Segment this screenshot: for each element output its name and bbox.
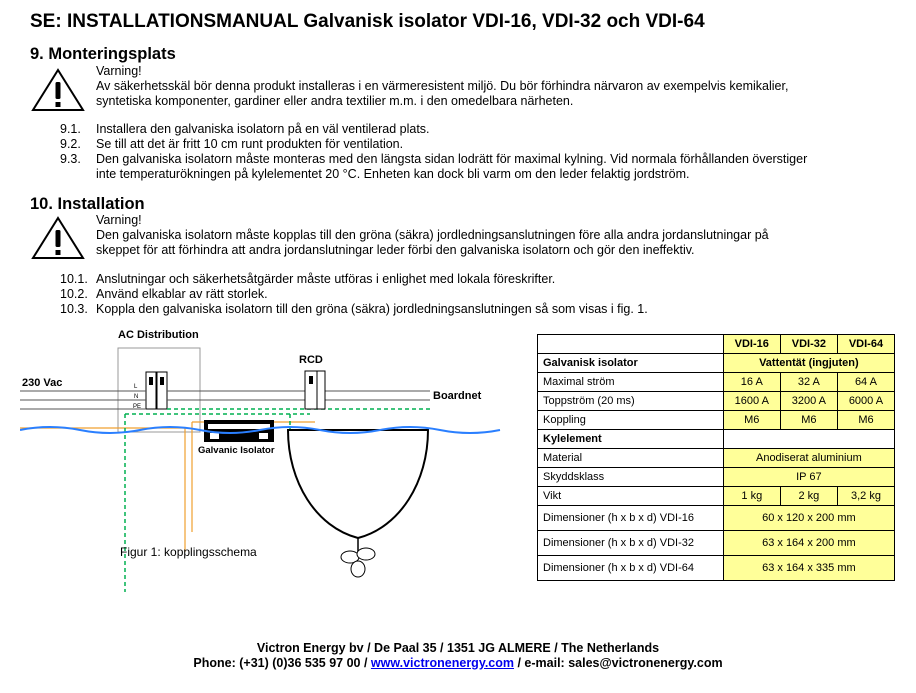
table-cell: 63 x 164 x 335 mm <box>723 556 894 581</box>
warning-label-9: Varning! <box>96 64 142 78</box>
item-number: 10.3. <box>60 302 88 316</box>
table-cell: 1 kg <box>723 487 780 506</box>
table-cell: 64 A <box>837 373 894 392</box>
svg-text:N: N <box>134 394 139 400</box>
table-corner <box>538 335 724 354</box>
wiring-diagram <box>20 322 530 592</box>
table-cell: 60 x 120 x 200 mm <box>723 506 894 531</box>
table-cell: 32 A <box>780 373 837 392</box>
item-number: 9.1. <box>60 122 81 136</box>
warning-line-9-1: Av säkerhetsskäl bör denna produkt installeras i en värmeresistent miljö. Du bör förhindra närvaron av exempelvis kemikalier, <box>96 79 789 93</box>
table-row-label: Maximal ström <box>538 373 724 392</box>
table-cell: M6 <box>837 411 894 430</box>
item-number: 10.1. <box>60 272 88 286</box>
table-cell: Anodiserat aluminium <box>723 449 894 468</box>
footer-website-link[interactable]: www.victronenergy.com <box>370 656 515 670</box>
list-item: Den galvaniska isolatorn måste monteras med den längsta sidan lodrätt för maximal kylning. Vid normala förhållanden överstiger <box>96 152 808 166</box>
table-cell: Vattentät (ingjuten) <box>723 354 894 373</box>
list-item: Se till att det är fritt 10 cm runt produkten för ventilation. <box>96 137 404 151</box>
rcd-label: RCD <box>299 354 323 366</box>
model-header: VDI-32 <box>780 335 837 354</box>
list-item: Installera den galvaniska isolatorn på en väl ventilerad plats. <box>96 122 430 136</box>
spec-table <box>537 334 895 581</box>
table-row-label: Dimensioner (h x b x d) VDI-16 <box>538 506 724 531</box>
warning-line-9-2: syntetiska komponenter, gardiner eller andra textilier m.m. i den omedelbara närheten. <box>96 94 574 108</box>
table-cell: 3,2 kg <box>837 487 894 506</box>
table-row-label: Material <box>538 449 724 468</box>
table-row-label: Vikt <box>538 487 724 506</box>
footer-address: Victron Energy bv / De Paal 35 / 1351 JG ALMERE / The Netherlands <box>256 641 660 655</box>
table-cell: 2 kg <box>780 487 837 506</box>
table-cell: 3200 A <box>780 392 837 411</box>
vac-label: 230 Vac <box>22 377 63 389</box>
table-cell: IP 67 <box>723 468 894 487</box>
table-cell: 1600 A <box>723 392 780 411</box>
svg-text:PE: PE <box>133 404 142 410</box>
item-number: 9.3. <box>60 152 81 166</box>
footer-contact <box>0 656 916 670</box>
table-row-label: Galvanisk isolator <box>538 354 724 373</box>
page-title: SE: INSTALLATIONSMANUAL Galvanisk isolator VDI-16, VDI-32 och VDI-64 <box>30 11 705 32</box>
model-header: VDI-16 <box>723 335 780 354</box>
table-row-label: Skyddsklass <box>538 468 724 487</box>
ac-distribution-label: AC Distribution <box>118 329 199 341</box>
warning-line-10-1: Den galvaniska isolatorn måste kopplas till den gröna (säkra) jordledningsanslutningen före alla andra jordanslutningar på <box>96 228 769 242</box>
galvanic-isolator-label: Galvanic Isolator <box>198 445 275 456</box>
table-row-label: Toppström (20 ms) <box>538 392 724 411</box>
table-cell: M6 <box>723 411 780 430</box>
section-9-heading: 9. Monteringsplats <box>30 45 176 63</box>
list-item: inte temperaturökningen på kylelementet 20 °C. Enheten kan dock bli varm om den leder felaktig jordström. <box>96 167 690 181</box>
list-item: Anslutningar och säkerhetsåtgärder måste utföras i enlighet med lokala föreskrifter. <box>96 272 556 286</box>
table-cell: 16 A <box>723 373 780 392</box>
rcd-right <box>317 371 325 409</box>
figure-caption: Figur 1: kopplingsschema <box>120 545 257 559</box>
list-item: Använd elkablar av rätt storlek. <box>96 287 268 301</box>
svg-text:L: L <box>134 384 138 390</box>
footer-phone: Phone: (+31) (0)36 535 97 00 / <box>193 656 371 670</box>
table-row-label: Dimensioner (h x b x d) VDI-32 <box>538 531 724 556</box>
footer-email: / e-mail: sales@victronenergy.com <box>514 656 723 670</box>
boardnet-label: Boardnet <box>433 390 482 402</box>
warning-triangle-icon <box>30 67 86 113</box>
warning-triangle-icon <box>30 215 86 261</box>
warning-line-10-2: skeppet för att förhindra att andra jordanslutningar leder förbi den galvaniska isolatorn och gör den ineffektiv. <box>96 243 695 257</box>
model-header: VDI-64 <box>837 335 894 354</box>
warning-label-10: Varning! <box>96 213 142 227</box>
table-cell: M6 <box>780 411 837 430</box>
section-10-heading: 10. Installation <box>30 195 145 213</box>
table-cell-empty <box>723 430 894 449</box>
table-row-label: Koppling <box>538 411 724 430</box>
table-row-label: Kylelement <box>538 430 724 449</box>
item-number: 9.2. <box>60 137 81 151</box>
item-number: 10.2. <box>60 287 88 301</box>
table-row-label: Dimensioner (h x b x d) VDI-64 <box>538 556 724 581</box>
boat-hull <box>288 430 428 538</box>
table-cell: 6000 A <box>837 392 894 411</box>
list-item: Koppla den galvaniska isolatorn till den gröna (säkra) jordledningsanslutningen så som visas i fig. 1. <box>96 302 648 316</box>
table-cell: 63 x 164 x 200 mm <box>723 531 894 556</box>
